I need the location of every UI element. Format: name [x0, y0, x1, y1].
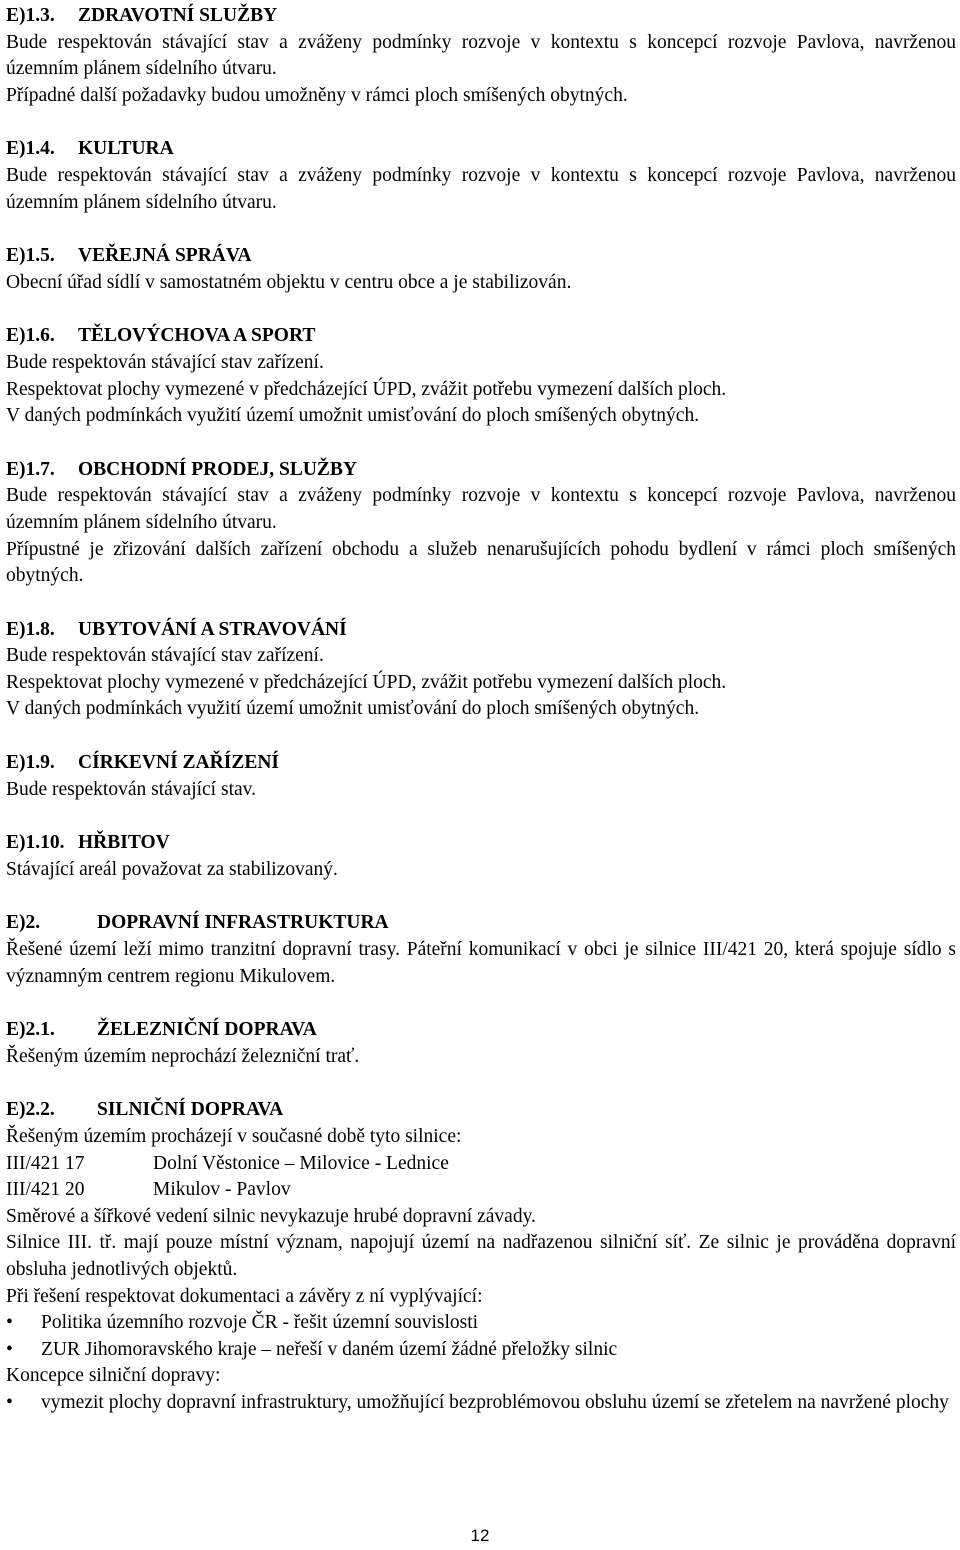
section-public-administration	[6, 243, 956, 296]
section-title: VEŘEJNÁ SPRÁVA	[78, 245, 252, 267]
section-number: E)1.4.	[6, 138, 55, 160]
section-number: E)1.7.	[6, 458, 55, 480]
road-route: Mikulov - Pavlov	[153, 1179, 291, 1201]
section-heading	[6, 750, 956, 777]
paragraph: Bude respektován stávající stav zařízení.	[6, 351, 324, 373]
section-transport-infrastructure	[6, 910, 956, 990]
paragraph: Obecní úřad sídlí v samostatném objektu v centru obce a je stabilizován.	[6, 271, 572, 293]
road-code: III/421 17	[6, 1152, 85, 1174]
road-row	[6, 1151, 956, 1178]
paragraph: Silnice III. tř. mají pouze místní význam, napojují území na nadřazenou silniční síť. Ze silnic je prováděna dopravní obsluha jednotlivých objektů.	[6, 1232, 956, 1280]
paragraph: Řešeným územím neprochází železniční trať.	[6, 1045, 360, 1067]
section-heading	[6, 136, 956, 163]
bullet-icon: •	[6, 1312, 13, 1334]
section-number: E)1.10.	[6, 832, 65, 854]
section-title: KULTURA	[78, 138, 174, 160]
paragraph: Bude respektován stávající stav a zváženy podmínky rozvoje v kontextu s koncepcí rozvoje Pavlova, navrženou územním plánem sídelního útvaru.	[6, 164, 956, 213]
section-number: E)1.9.	[6, 752, 55, 774]
section-number: E)2.2.	[6, 1099, 55, 1121]
paragraph: Koncepce silniční dopravy:	[6, 1365, 221, 1387]
paragraph: Respektovat plochy vymezené v předcházející ÚPD, zvážit potřebu vymezení dalších ploch.	[6, 671, 727, 693]
section-culture	[6, 136, 956, 216]
section-title: ŽELEZNIČNÍ DOPRAVA	[97, 1019, 317, 1041]
paragraph: Bude respektován stávající stav a zváženy podmínky rozvoje v kontextu s koncepcí rozvoje Pavlova, navrženou územním plánem sídelního útvaru.	[6, 485, 956, 533]
bullet-text: vymezit plochy dopravní infrastruktury, umožňující bezproblémovou obsluhu území se zřetelem na navržené plochy	[41, 1391, 949, 1413]
bullet-text: ZUR Jihomoravského kraje – neřeší v daném území žádné přeložky silnic	[41, 1338, 618, 1360]
paragraph: Při řešení respektovat dokumentaci a závěry z ní vyplývající:	[6, 1285, 483, 1307]
section-heading	[6, 3, 956, 30]
section-title: HŘBITOV	[78, 832, 170, 854]
section-title: OBCHODNÍ PRODEJ, SLUŽBY	[78, 458, 357, 480]
section-title: SILNIČNÍ DOPRAVA	[97, 1099, 284, 1121]
section-title: TĚLOVÝCHOVA A SPORT	[78, 325, 316, 347]
section-title: DOPRAVNÍ INFRASTRUKTURA	[97, 912, 389, 934]
section-accommodation	[6, 617, 956, 723]
paragraph: V daných podmínkách využití území umožnit umisťování do ploch smíšených obytných.	[6, 698, 700, 720]
paragraph: Řešené území leží mimo tranzitní dopravní trasy. Páteřní komunikací v obci je silnice III/421 20, která spojuje sídlo s významným centrem regionu Mikulovem.	[6, 939, 956, 987]
section-heading	[6, 910, 956, 937]
paragraph: Řešeným územím procházejí v současné době tyto silnice:	[6, 1126, 462, 1147]
section-title: ZDRAVOTNÍ SLUŽBY	[78, 5, 278, 26]
paragraph: V daných podmínkách využití území umožnit umisťování do ploch smíšených obytných.	[6, 405, 700, 427]
paragraph: Směrové a šířkové vedení silnic nevykazuje hrubé dopravní závady.	[6, 1205, 536, 1227]
page-number: 12	[470, 1526, 490, 1545]
road-route: Dolní Věstonice – Milovice - Lednice	[153, 1152, 449, 1174]
bullet-icon: •	[6, 1391, 13, 1413]
section-heading	[6, 617, 956, 644]
section-railway	[6, 1017, 956, 1070]
section-title: UBYTOVÁNÍ A STRAVOVÁNÍ	[78, 618, 347, 640]
paragraph: Respektovat plochy vymezené v předcházející ÚPD, zvážit potřebu vymezení dalších ploch.	[6, 378, 727, 400]
section-number: E)2.	[6, 912, 41, 934]
section-retail-services	[6, 457, 956, 590]
paragraph: Bude respektován stávající stav a zváženy podmínky rozvoje v kontextu s koncepcí rozvoje Pavlova, navrženou územním plánem sídelního útvaru.	[6, 31, 956, 80]
paragraph: Stávající areál považovat za stabilizovaný.	[6, 858, 338, 880]
paragraph: Přípustné je zřizování dalších zařízení obchodu a služeb nenarušujících pohodu bydlení v rámci ploch smíšených obytných.	[6, 538, 956, 587]
section-number: E)1.3.	[6, 5, 55, 26]
section-cemetery	[6, 830, 956, 883]
bullet-item	[6, 1390, 956, 1417]
bullet-item	[6, 1337, 956, 1364]
document-body	[6, 3, 956, 1444]
section-number: E)1.8.	[6, 618, 55, 640]
section-heading	[6, 1017, 956, 1044]
section-heading	[6, 830, 956, 857]
paragraph: Bude respektován stávající stav.	[6, 778, 256, 800]
section-title: CÍRKEVNÍ ZAŘÍZENÍ	[78, 752, 279, 774]
section-road-transport	[6, 1097, 956, 1416]
section-sport	[6, 323, 956, 429]
paragraph: Případné další požadavky budou umožněny v rámci ploch smíšených obytných.	[6, 84, 628, 106]
paragraph: Bude respektován stávající stav zařízení.	[6, 645, 324, 667]
road-code: III/421 20	[6, 1179, 85, 1201]
section-health-services	[6, 3, 956, 109]
section-heading	[6, 243, 956, 270]
section-heading	[6, 457, 956, 484]
bullet-text: Politika územního rozvoje ČR - řešit územní souvislosti	[41, 1312, 479, 1334]
section-heading	[6, 1097, 956, 1124]
section-number: E)2.1.	[6, 1019, 55, 1041]
bullet-icon: •	[6, 1338, 13, 1360]
section-number: E)1.6.	[6, 325, 55, 347]
section-number: E)1.5.	[6, 245, 55, 267]
section-heading	[6, 323, 956, 350]
road-row	[6, 1177, 956, 1204]
section-church	[6, 750, 956, 803]
bullet-item	[6, 1310, 956, 1337]
